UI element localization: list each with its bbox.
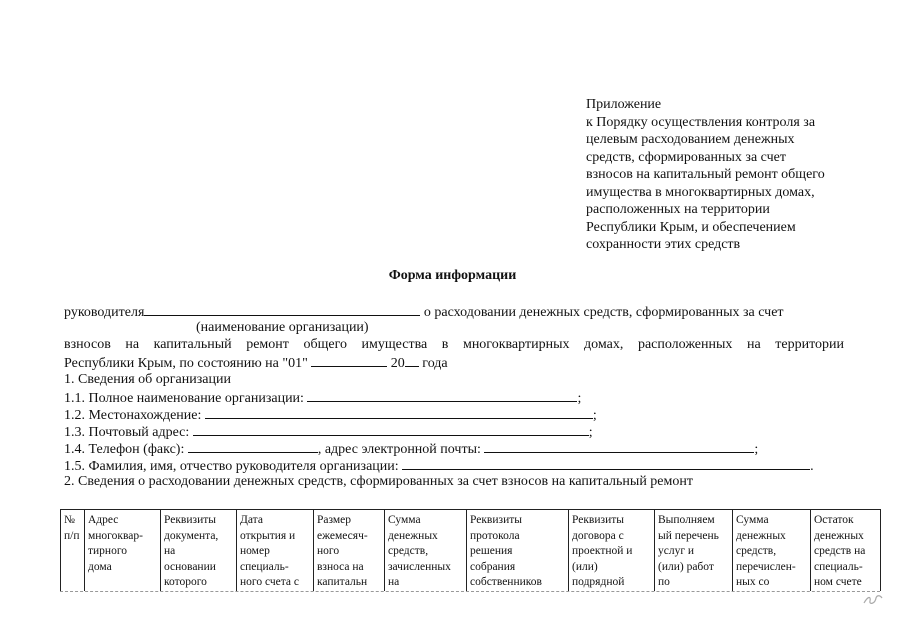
header-line: капитальн — [317, 576, 368, 588]
header-line: на — [164, 545, 176, 557]
head-blank[interactable] — [402, 456, 810, 470]
header-line: Сумма — [388, 514, 421, 526]
section-1-title: 1. Сведения об организации — [64, 372, 231, 387]
table-cut-edge — [60, 591, 880, 592]
header-line: денежных — [814, 529, 864, 542]
field-head-label: 1.5. Фамилия, имя, отчество руководителя организации: — [64, 459, 399, 474]
scribble-mark-icon — [862, 592, 884, 606]
field-full-name-label: 1.1. Полное наименование организации: — [64, 391, 304, 406]
header-line: собственников — [470, 576, 542, 588]
header-line: Реквизиты — [572, 514, 624, 526]
header-line: документа, — [164, 529, 219, 542]
annex-line: расположенных на территории — [586, 202, 770, 217]
report-month-blank[interactable] — [311, 353, 387, 367]
col-account-date — [237, 510, 314, 591]
header-line: проектной и — [572, 545, 633, 557]
header-line: денежных — [736, 529, 786, 542]
header-line: Размер — [317, 514, 352, 526]
organization-name-hint: (наименование организации) — [196, 320, 369, 335]
header-line: перечислен- — [736, 560, 796, 573]
header-line: ном счете — [814, 576, 862, 588]
col-balance — [811, 510, 881, 591]
phone-blank[interactable] — [188, 439, 318, 453]
header-line: средств на — [814, 545, 866, 557]
intro-line-2: взносов на капитальный ремонт общего имущества в многоквартирных домах, расположенных на территории — [64, 337, 844, 352]
header-line: Сумма — [736, 514, 769, 526]
header-line: решения — [470, 545, 513, 557]
section-2-title: 2. Сведения о расходовании денежных средств, сформированных за счет взносов на капитальный ремонт — [64, 474, 693, 489]
col-protocol — [467, 510, 569, 591]
col-number — [61, 510, 85, 591]
field-location-label: 1.2. Местонахождение: — [64, 408, 202, 423]
field-terminator: . — [810, 459, 814, 474]
header-line: собрания — [470, 560, 516, 573]
intro-line-1-text: о расходовании денежных средств, сформированных за счет — [423, 305, 784, 320]
header-line: средств, — [388, 545, 429, 557]
annex-line: средств, сформированных за счет — [586, 149, 786, 165]
header-line: ежемесяч- — [317, 529, 368, 542]
col-works-list — [655, 510, 733, 591]
annex-line: сохранности этих средств — [586, 237, 741, 252]
annex-line: к Порядку осуществления контроля за — [586, 114, 816, 130]
annex-line: целевым расходованием денежных — [586, 132, 795, 147]
field-terminator: ; — [754, 442, 759, 457]
header-line: которого — [164, 576, 207, 588]
header-line: номер — [240, 545, 270, 557]
location-blank[interactable] — [205, 405, 593, 419]
header-line: средств, — [736, 545, 777, 557]
header-line: основании — [164, 560, 216, 573]
field-terminator: ; — [592, 408, 597, 423]
header-line: ного — [317, 545, 340, 557]
header-line: многоквар- — [88, 529, 143, 542]
header-line: ного счета с — [240, 576, 299, 588]
header-line: Остаток — [814, 514, 854, 526]
header-line: дома — [88, 560, 112, 573]
report-date-prefix: Республики Крым, по состоянию на "01" — [64, 356, 308, 371]
header-line: взноса на — [317, 560, 364, 573]
col-contribution — [314, 510, 385, 591]
col-address — [85, 510, 161, 591]
header-line: тирного — [88, 545, 128, 557]
intro-line-3 — [64, 353, 448, 373]
header-line: п/п — [64, 529, 80, 542]
header-line: денежных — [388, 529, 438, 542]
full-name-blank[interactable] — [307, 388, 577, 402]
field-terminator: ; — [577, 391, 582, 406]
annex-line: Республики Крым, и обеспечением — [586, 219, 796, 235]
postal-blank[interactable] — [193, 422, 589, 436]
header-line: Реквизиты — [164, 514, 216, 526]
header-line: Дата — [240, 514, 263, 526]
header-line: Адрес — [88, 514, 119, 526]
organization-name-blank[interactable] — [144, 302, 420, 316]
field-phone-label: 1.4. Телефон (факс): — [64, 442, 185, 457]
header-line: ый перечень — [658, 529, 719, 542]
header-line: Реквизиты — [470, 514, 522, 526]
col-document — [161, 510, 237, 591]
header-line: на — [388, 576, 400, 588]
header-line: договора с — [572, 529, 624, 542]
field-terminator: ; — [588, 425, 593, 440]
report-year-blank[interactable] — [405, 353, 419, 367]
intro-manager-label: руководителя — [64, 305, 145, 320]
intro-line-1 — [64, 302, 784, 322]
report-year-suffix: года — [422, 356, 448, 371]
header-line: услуг и — [658, 545, 695, 557]
email-blank[interactable] — [484, 439, 754, 453]
expenditure-table — [60, 509, 881, 591]
annex-line: Приложение — [586, 97, 662, 112]
header-line: зачисленных — [388, 560, 451, 573]
annex-line: взносов на капитальный ремонт общего — [586, 167, 825, 182]
header-line: специаль- — [240, 560, 289, 573]
field-email-label: , адрес электронной почты: — [317, 442, 481, 457]
col-credited-sum — [385, 510, 467, 591]
header-line: специаль- — [814, 560, 863, 573]
header-line: (или) — [572, 560, 598, 573]
header-line: открытия и — [240, 529, 296, 542]
report-year-prefix: 20 — [390, 356, 405, 371]
form-title: Форма информации — [388, 268, 517, 283]
annex-line: имущества в многоквартирных домах, — [586, 184, 815, 200]
annex-note — [586, 96, 856, 254]
header-line: подрядной — [572, 576, 625, 588]
header-line: протокола — [470, 529, 520, 542]
header-line: (или) работ — [658, 560, 714, 573]
col-contract — [569, 510, 655, 591]
header-line: Выполняем — [658, 514, 715, 526]
header-line: № — [64, 514, 75, 526]
field-postal-label: 1.3. Почтовый адрес: — [64, 425, 190, 440]
col-transferred-sum — [733, 510, 811, 591]
header-line: по — [658, 576, 670, 588]
table-header-row — [61, 510, 881, 591]
header-line: ных со — [736, 576, 770, 588]
